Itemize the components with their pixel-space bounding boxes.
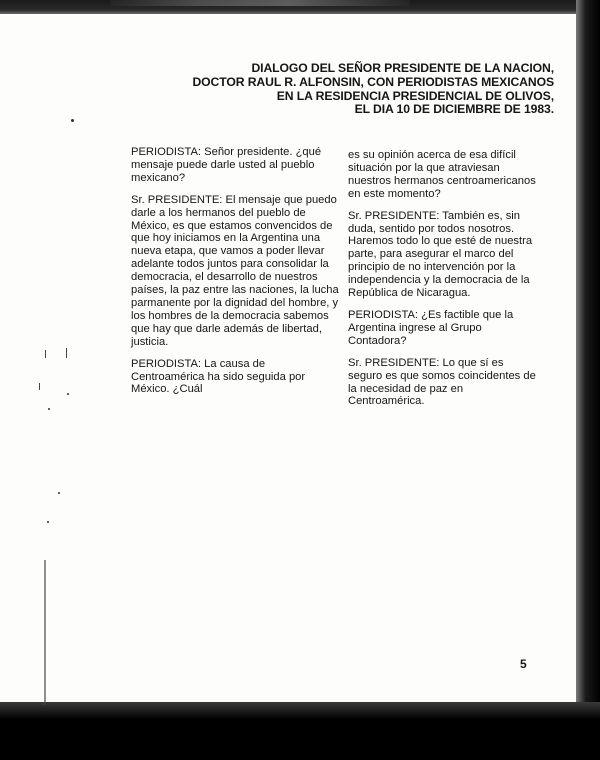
title-line: DIALOGO DEL SEÑOR PRESIDENTE DE LA NACION,: [251, 61, 554, 75]
interview-paragraph: Sr. PRESIDENTE: Lo que sí es seguro es que somos coincidentes de la necesidad de paz en Centroamérica.: [348, 356, 536, 408]
interview-paragraph: Sr. PRESIDENTE: El mensaje que puedo darle a los hermanos del pueblo de México, es que estamos convencidos de que hoy iniciamos en la Argentina una nueva etapa, que vamos a poder llevar adelante todos juntos para consolidar la democracia, el desarrollo de nuestros países, la paz entre las naciones, la lucha parmanente por la dignidad del hombre, y los hombres de la democracia sabemos que hay que darle además de libertad, justicia.: [131, 193, 339, 348]
interview-paragraph: es su opinión acerca de esa difícil situación por la que atraviesan nuestros hermanos centroamericanos en este momento?: [348, 149, 536, 200]
scan-speck: [47, 521, 49, 523]
interview-paragraph: PERIODISTA: Señor presidente. ¿qué mensaje puede darle usted al pueblo mexicano?: [131, 146, 322, 184]
scan-mark: [45, 350, 46, 358]
title-line: EL DIA 10 DE DICIEMBRE DE 1983.: [354, 102, 554, 117]
scan-speck: [48, 408, 50, 410]
scan-top-border: [0, 0, 600, 14]
interview-paragraph: PERIODISTA: La causa de Centroamérica ha sido seguida por México. ¿Cuál: [131, 357, 306, 396]
title-line: EN LA RESIDENCIA PRESIDENCIAL DE OLIVOS,: [276, 88, 554, 103]
interview-paragraph: PERIODISTA: ¿Es factible que la Argentina ingrese al Grupo Contadora?: [348, 308, 514, 347]
text-column-left: [131, 146, 341, 405]
scan-bottom-border: [0, 702, 600, 760]
scan-left-artifact: [44, 560, 46, 705]
document-title: [134, 62, 554, 117]
page-number: 5: [520, 657, 527, 671]
text-column-right: [348, 149, 538, 417]
scan-mark: [66, 348, 67, 358]
scan-speck: [71, 119, 74, 122]
title-line: DOCTOR RAUL R. ALFONSIN, CON PERIODISTAS MEXICANOS: [192, 74, 554, 89]
scan-mark: [39, 383, 40, 390]
scan-speck: [58, 492, 60, 494]
scan-right-border: [576, 0, 600, 760]
interview-paragraph: Sr. PRESIDENTE: También es, sin duda, sentido por todos nosotros. Haremos todo lo que esté de nuestra parte, para asegurar el marco del principio de no intervención por la independencia y la democracia de la República de Nicaragua.: [348, 209, 533, 300]
scan-speck: [67, 393, 69, 395]
